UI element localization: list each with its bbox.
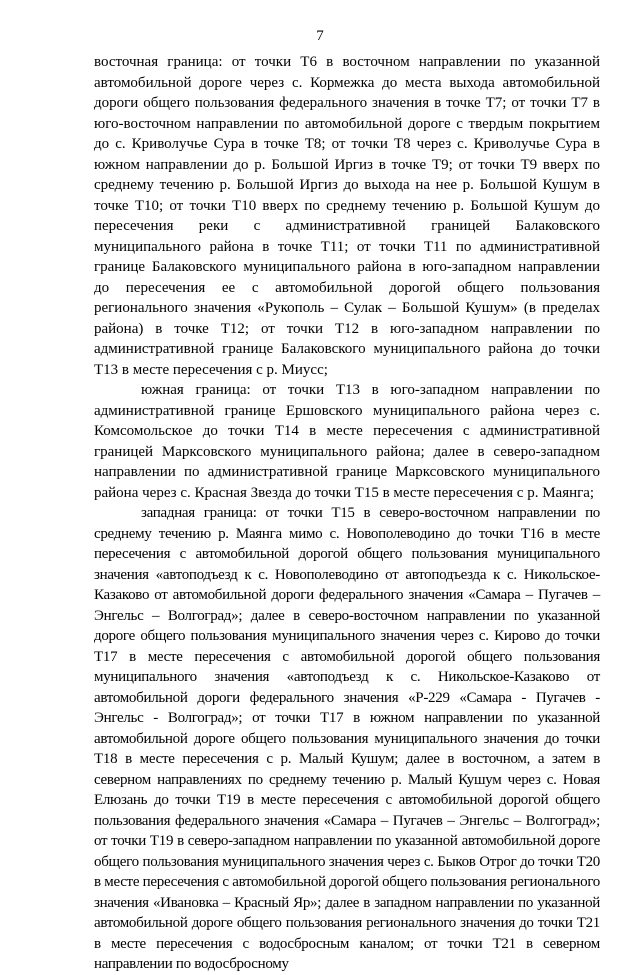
paragraph-western-border: западная граница: от точки Т15 в северо-восточном направлении по среднему течению р. Маянга мимо с. Новополеводино до точки Т16 в месте пересечения с автомобильной дорогой общего пользования муниципального значения «автоподъезд к с. Новополеводино от автоподъезда к с. Никольское-Казаково от автомобильной дороги федерального значения «Самара – Пугачев – Энгельс – Волгоград»; далее в северо-восточном направлении по указанной дороге общего пользования муниципального значения через с. Кирово до точки Т17 в месте пересечения с автомобильной дорогой общего пользования муниципального значения «автоподъезд к с. Никольское-Казаково от автомобильной дороги федерального значения «Р-229 «Самара - Пугачев - Энгельс - Волгоград»; от точки Т17 в южном направлении по указанной автомобильной дороге общего пользования муниципального значения до точки Т18 в месте пересечения с р. Малый Кушум; далее в восточном, а затем в северном направлениях по среднему течению р. Малый Кушум через с. Новая Елюзань до точки Т19 в месте пересечения с автомобильной дорогой общего пользования федерального значения «Самара – Пугачев – Энгельс – Волгоград»; от точки Т19 в северо-западном направлении по указанной автомобильной дороге общего пользования муниципального значения через с. Быков Отрог до точки Т20 в месте пересечения с автомобильной дорогой общего пользования регионального значения «Ивановка – Красный Яр»; далее в западном направлении по указанной автомобильной дороге общего пользования регионального значения до точки Т21 в месте пересечения с водосбросным каналом; от точки Т21 в северном направлении по водосбросному <box>94 505 600 972</box>
page-number: 7 <box>316 28 324 44</box>
document-body <box>94 52 600 975</box>
paragraph-eastern-border-continued: восточная граница: от точки Т6 в восточном направлении по указанной автомобильной дороге через с. Кормежка до места выхода автомобильной дороги общего пользования федерального значения в точке Т7; от точки Т7 в юго-восточном направлении по автомобильной дороге с твердым покрытием до с. Криволучье Сура в точке Т8; от точки Т8 через с. Криволучье Сура в южном направлении до р. Большой Иргиз в точке Т9; от точки Т9 вверх по среднему течению р. Большой Иргиз до выхода на нее р. Большой Кушум в точке Т10; от точки Т10 вверх по среднему течению р. Большой Кушум до пересечения реки с административной границей Балаковского муниципального района в точке Т11; от точки Т11 по административной границе Балаковского муниципального района в юго-западном направлении до пересечения ее с автомобильной дорогой общего пользования регионального значения «Рукополь – Сулак – Большой Кушум» (в пределах района) в точке Т12; от точки Т12 в юго-западном направлении по административной границе Балаковского муниципального района до точки Т13 в месте пересечения с р. Миусс; <box>94 54 600 378</box>
paragraph-southern-border: южная граница: от точки Т13 в юго-западном направлении по административной границе Ершовского муниципального района через с. Комсомольское до точки Т14 в месте пересечения с административной границей Марксовского муниципального района; далее в северо-западном направлении по административной границе Марксовского муниципального района через с. Красная Звезда до точки Т15 в месте пересечения с р. Маянга; <box>94 382 600 501</box>
